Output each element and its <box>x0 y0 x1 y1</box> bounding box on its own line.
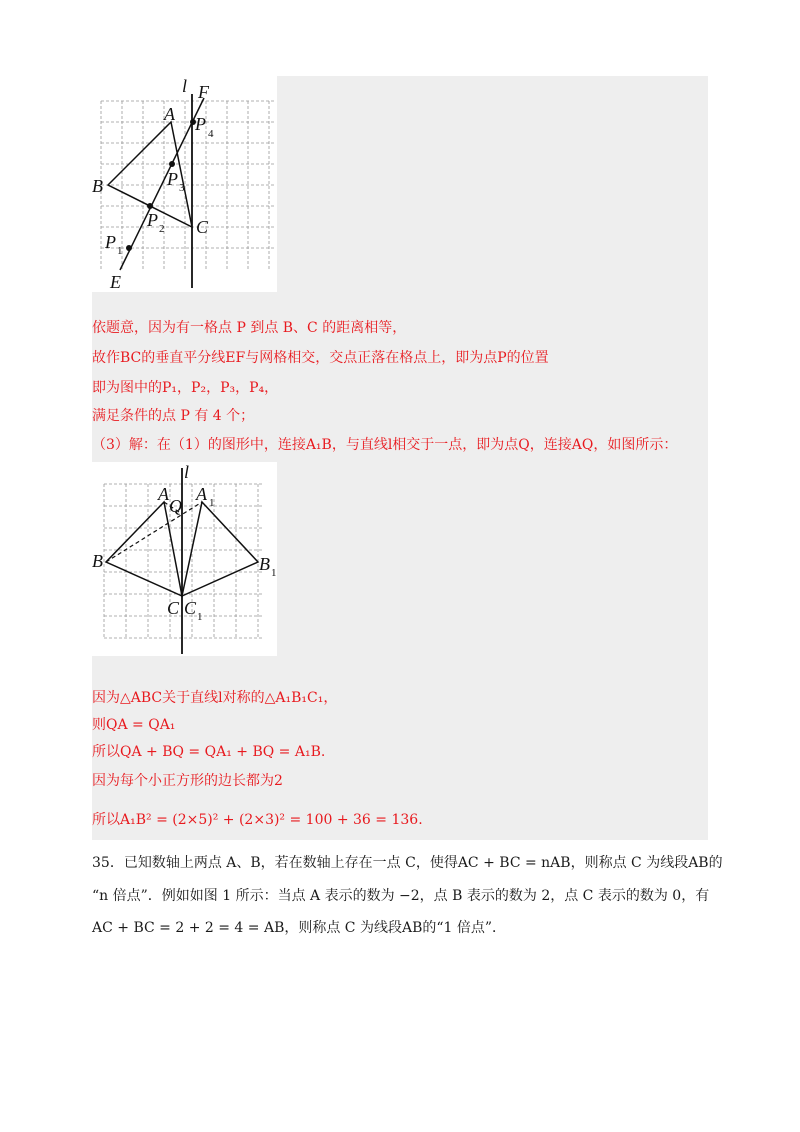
triangle-a1b1c1 <box>182 502 258 596</box>
problem35-line-2: “n 倍点”．例如如图 1 所示：当点 A 表示的数为 −2，点 B 表示的数为 2，点 C 表示的数为 0，有 <box>92 888 710 904</box>
label-a1: A <box>196 484 207 504</box>
figure1-svg <box>92 76 277 292</box>
text2-line-1: 因为△ABC关于直线l对称的△A₁B₁C₁， <box>92 690 338 706</box>
point-p3 <box>169 161 175 167</box>
label-b1-sub: 1 <box>271 567 277 579</box>
label-l: l <box>182 76 188 96</box>
point-p1 <box>126 245 132 251</box>
figure-perpendicular-bisector <box>92 76 277 292</box>
figure2-svg <box>92 462 277 656</box>
text2-line-3: 所以QA + BQ = QA₁ + BQ = A₁B. <box>92 744 326 760</box>
label-l-2: l <box>184 462 190 482</box>
text-line-4: 满足条件的点 P 有 4 个； <box>92 408 255 424</box>
text-line-5: （3）解：在（1）的图形中，连接A₁B，与直线l相交于一点，即为点Q，连接AQ，如图所示： <box>92 437 678 453</box>
label-b: B <box>92 176 103 196</box>
label-p3: P <box>167 169 178 189</box>
label-c1-sub: 1 <box>197 611 203 623</box>
label-p3-sub: 3 <box>179 182 185 194</box>
label-b1: B <box>259 554 270 574</box>
label-a: A <box>164 104 175 124</box>
text2-line-4: 因为每个小正方形的边长都为2 <box>92 773 283 789</box>
label-p1: P <box>105 232 116 252</box>
label-b-2: B <box>92 551 103 571</box>
label-q: Q <box>169 496 182 516</box>
label-p2: P <box>147 210 158 230</box>
text-line-3: 即为图中的P₁，P₂，P₃，P₄， <box>92 380 279 396</box>
label-a-2: A <box>158 484 169 504</box>
point-p2 <box>147 203 153 209</box>
label-f: F <box>198 82 209 102</box>
problem35-line-3: AC + BC = 2 + 2 = 4 = AB，则称点 C 为线段AB的“1 倍点”． <box>92 920 507 936</box>
label-p4-sub: 4 <box>208 128 214 140</box>
label-e: E <box>110 272 121 292</box>
triangle-abc-2 <box>106 502 182 596</box>
label-p2-sub: 2 <box>159 223 165 235</box>
text2-line-2: 则QA = QA₁ <box>92 717 176 733</box>
label-c-2: C <box>167 598 180 618</box>
text-line-1: 依题意，因为有一格点 P 到点 B、C 的距离相等， <box>92 320 407 336</box>
segment-a1b <box>106 502 202 562</box>
grid <box>101 101 275 269</box>
label-a1-sub: 1 <box>209 497 215 509</box>
label-p1-sub: 1 <box>117 245 123 257</box>
figure-symmetric-triangles <box>92 462 277 656</box>
label-p4: P <box>195 114 206 134</box>
grid2 <box>104 484 262 638</box>
label-c1: C <box>184 598 197 618</box>
problem35-line-1: 35．已知数轴上两点 A、B，若在数轴上存在一点 C，使得AC + BC = nAB，则称点 C 为线段AB的 <box>92 855 723 871</box>
label-c: C <box>196 217 209 237</box>
text-line-2: 故作BC的垂直平分线EF与网格相交，交点正落在格点上，即为点P的位置 <box>92 350 549 366</box>
text2-line-5: 所以A₁B² = (2×5)² + (2×3)² = 100 + 36 = 136. <box>92 812 423 828</box>
